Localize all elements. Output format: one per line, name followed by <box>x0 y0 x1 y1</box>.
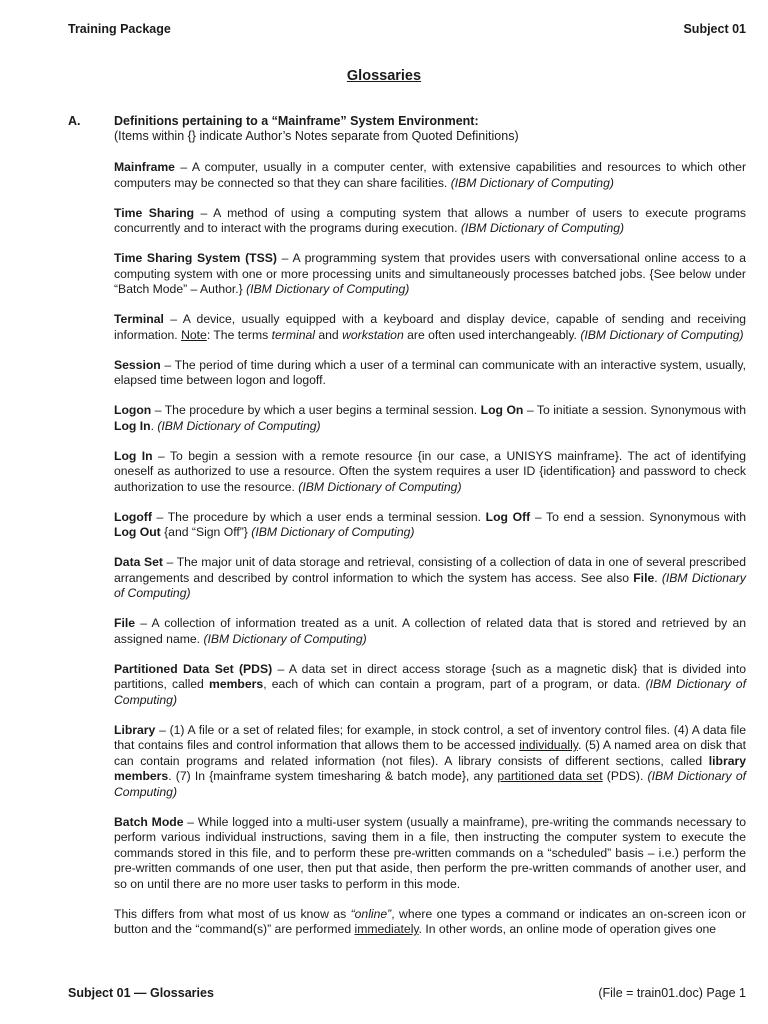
source: (IBM Dictionary of Computing) <box>450 175 614 190</box>
definition: – To end a session. Synonymous with <box>530 509 746 524</box>
term: Logoff <box>114 509 152 524</box>
term: Partitioned Data Set (PDS) <box>114 661 273 676</box>
emphasis: library members <box>114 753 746 783</box>
entry-logon <box>114 403 746 434</box>
definition: – While logged into a multi-user system (usually a mainframe), pre-writing the commands necessary to perform various individual instructions, saving them in a file, then instructing the computer system to execute the commands stored in this file, and to perform these pre-written commands on a “scheduled” basis – i.e.) perform the pre-written commands of one user, then put that aside, then perform the pre-written commands of another user, and so on until there are no more user tasks to perform in this mode. <box>114 814 746 891</box>
entry-time-sharing <box>114 206 746 237</box>
definition: – A method of using a computing system that allows a number of users to execute programs concurrently and to interact with the programs during execution. <box>114 205 746 235</box>
entry-logoff <box>114 510 746 541</box>
header-left: Training Package <box>68 22 171 36</box>
definition: are often used interchangeably. <box>403 327 581 342</box>
definition: – A computer, usually in a computer center, with extensive capabilities and resources to which other computers may be connected so that they can share facilities. <box>114 160 746 190</box>
source: (IBM Dictionary of Computing) <box>580 327 744 342</box>
definition: – To begin a session with a remote resource {in our case, a UNISYS mainframe}. The act of identifying oneself as authorized to use a resource. Often the system requires a user ID {identification} and password to check authorization to use the resource. <box>114 448 746 494</box>
page-header <box>68 22 746 40</box>
entry-batch-mode <box>114 815 746 893</box>
definition: – (1) A file or a set of related files; for example, in stock control, a set of inventory control files. (4) A data file that contains files and control information that allows them to be accessed <box>114 722 746 752</box>
term: Log On <box>480 403 524 417</box>
definition: – A collection of information treated as a unit. A collection of related data that is stored and retrieved by an assigned name. <box>114 616 746 646</box>
glossary-body <box>114 160 746 952</box>
page-title: Glossaries <box>346 68 422 84</box>
term: Log Off <box>485 509 531 524</box>
definition: . (5) A named area on disk that can contain programs and related information (not files). A library consists of different sections, called <box>114 738 747 768</box>
emphasis: workstation <box>342 327 404 342</box>
footer-right: (File = train01.doc) Page 1 <box>598 986 746 1000</box>
definition: : The terms <box>206 327 272 342</box>
entry-log-in <box>114 449 746 496</box>
definition: – The major unit of data storage and retrieval, consisting of a collection of data in one of several prescribed arrangements and described by control information to which the system has access. See also <box>114 555 746 585</box>
definition: – A programming system that provides users with conversational online access to a computing system with one or more processing units and simultaneously processes batched jobs. {See below under “Batch Mode” – Author.} <box>114 251 746 296</box>
source: (IBM Dictionary of Computing) <box>114 570 746 600</box>
term: Time Sharing <box>114 205 195 220</box>
definition: – The procedure by which a user ends a terminal session. <box>151 509 486 524</box>
term: Time Sharing System (TSS) <box>114 251 277 265</box>
emphasis: terminal <box>271 327 315 342</box>
term: File <box>114 616 135 630</box>
definition: . <box>654 570 662 585</box>
source: (IBM Dictionary of Computing) <box>203 631 367 646</box>
emphasis: members <box>208 677 264 691</box>
source: (IBM Dictionary of Computing) <box>114 677 746 707</box>
page-footer <box>68 986 746 1004</box>
emphasis: Log In <box>114 418 151 433</box>
definition: {and “Sign Off”} <box>160 525 252 539</box>
definition: (PDS). <box>602 769 648 783</box>
source: (IBM Dictionary of Computing) <box>157 418 321 433</box>
definition: , each of which can contain a program, part of a program, or data. <box>263 677 646 691</box>
underlined-text: individually <box>519 738 578 752</box>
term: Session <box>114 357 161 372</box>
definition: – To initiate a session. Synonymous with <box>523 403 746 417</box>
note-label: Note <box>181 327 207 342</box>
paragraph-online <box>114 907 746 938</box>
term: Batch Mode <box>114 814 184 829</box>
term: Log In <box>114 448 153 463</box>
footer-left: Subject 01 — Glossaries <box>68 986 214 1000</box>
entry-data-set <box>114 555 746 602</box>
entry-terminal <box>114 312 746 343</box>
term: Terminal <box>114 312 164 326</box>
source: (IBM Dictionary of Computing) <box>298 479 462 494</box>
emphasis: “online” <box>350 906 392 921</box>
definition: , where one types a command or indicates an on-screen icon or button and the “command(s)” are performed <box>114 906 746 936</box>
source: (IBM Dictionary of Computing) <box>460 221 625 235</box>
emphasis: File <box>633 570 655 585</box>
definition: – The procedure by which a user begins a terminal session. <box>151 403 481 417</box>
term: Data Set <box>114 555 163 569</box>
underlined-text: partitioned data set <box>497 769 603 783</box>
entry-mainframe <box>114 160 746 191</box>
definition: . <box>150 418 158 433</box>
term: Logon <box>114 403 152 417</box>
entry-pds <box>114 662 746 709</box>
entry-library <box>114 723 746 801</box>
source: (IBM Dictionary of Computing) <box>251 525 415 539</box>
term: Mainframe <box>114 160 175 174</box>
emphasis: Log Out <box>114 525 161 539</box>
definition: . (7) In {mainframe system timesharing & batch mode}, any <box>168 769 498 783</box>
section-letter: A. <box>68 114 81 128</box>
underlined-text: immediately <box>354 922 419 936</box>
entry-tss <box>114 251 746 298</box>
definition: – The period of time during which a user of a terminal can communicate with an interactive system, usually, elapsed time between logon and logoff. <box>114 357 746 387</box>
section-heading: Definitions pertaining to a “Mainframe” System Environment: <box>114 114 479 128</box>
source: (IBM Dictionary of Computing) <box>114 769 746 799</box>
definition: and <box>314 327 343 342</box>
entry-file <box>114 616 746 647</box>
definition: This differs from what most of us know as <box>114 906 351 921</box>
entry-session <box>114 358 746 389</box>
definition: . In other words, an online mode of operation gives one <box>418 922 717 936</box>
definition: – A device, usually equipped with a keyboard and display device, capable of sending and receiving information. <box>114 312 746 342</box>
term: Library <box>114 722 156 737</box>
section-note: (Items within {} indicate Author’s Notes separate from Quoted Definitions) <box>114 129 519 143</box>
definition: – A data set in direct access storage {such as a magnetic disk} that is divided into partitions, called <box>114 661 746 691</box>
source: (IBM Dictionary of Computing) <box>246 282 410 296</box>
header-right: Subject 01 <box>683 22 746 36</box>
